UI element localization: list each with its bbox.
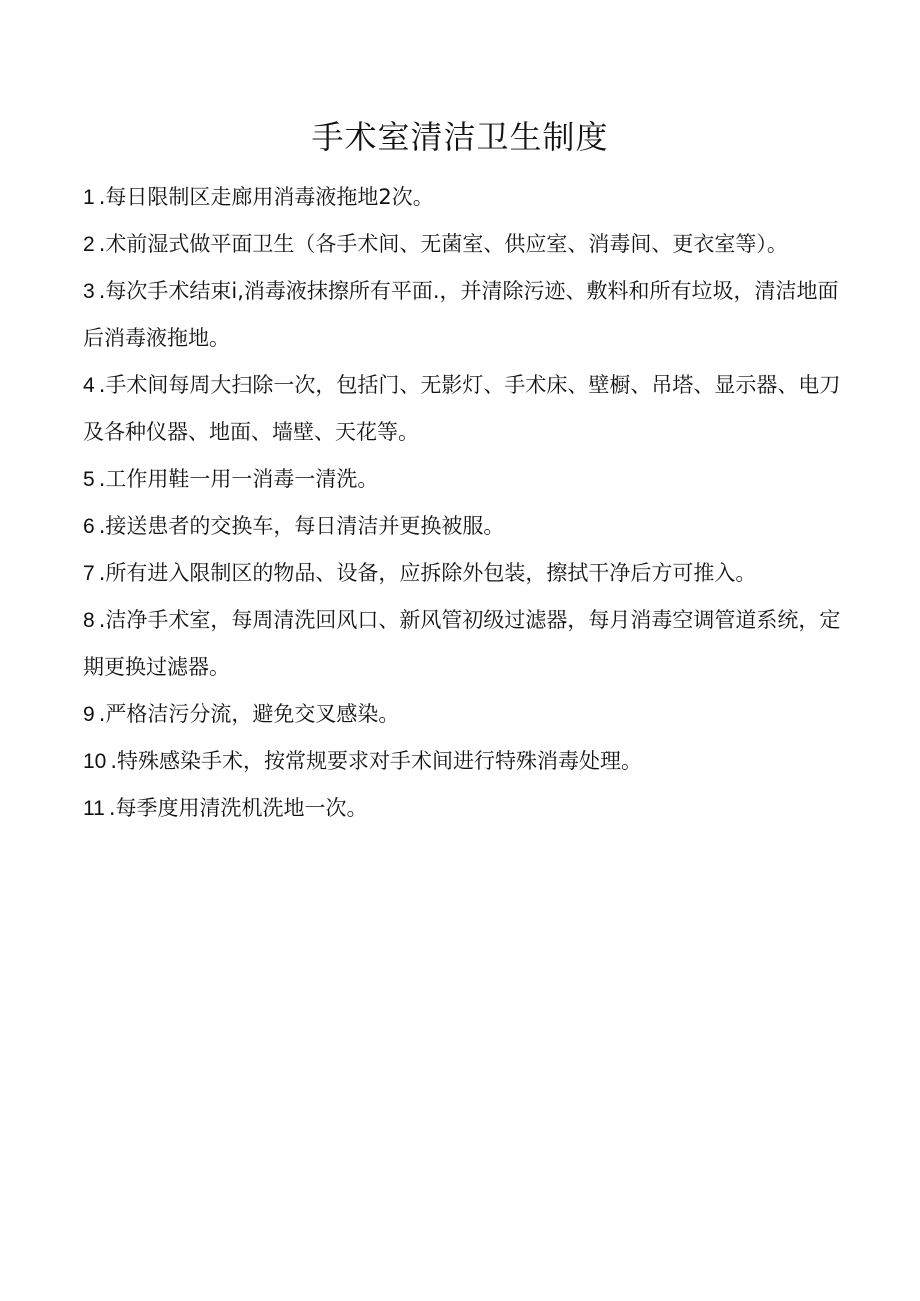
item-number: 1 bbox=[83, 186, 95, 209]
item-text: .每日限制区走廊用消毒液拖地2次。 bbox=[98, 185, 434, 209]
item-number: 11 bbox=[83, 797, 105, 820]
item-number: 8 bbox=[83, 609, 95, 632]
item-number: 7 bbox=[83, 562, 95, 585]
list-item bbox=[83, 362, 843, 456]
list-item bbox=[83, 268, 843, 362]
list-item bbox=[83, 738, 843, 785]
item-number: 6 bbox=[83, 515, 95, 538]
item-text: .工作用鞋一用一消毒一清洗。 bbox=[98, 467, 379, 491]
item-number: 9 bbox=[83, 703, 95, 726]
page-title: 手术室清洁卫生制度 bbox=[311, 118, 609, 156]
list-item bbox=[83, 785, 843, 832]
item-text: .所有进入限制区的物品、设备，应拆除外包装，擦拭干净后方可推入。 bbox=[98, 561, 757, 585]
item-text: .手术间每周大扫除一次，包括门、无影灯、手术床、壁橱、吊塔、显示器、电刀及各种仪器、地面、墙壁、天花等。 bbox=[83, 373, 841, 444]
rules-list bbox=[83, 174, 843, 832]
list-item bbox=[83, 550, 843, 597]
item-text: .特殊感染手术，按常规要求对手术间进行特殊消毒处理。 bbox=[110, 749, 643, 773]
item-text: .每季度用清洗机洗地一次。 bbox=[108, 796, 368, 820]
item-number: 4 bbox=[83, 374, 95, 397]
item-number: 3 bbox=[83, 280, 95, 303]
item-number: 2 bbox=[83, 233, 95, 256]
list-item bbox=[83, 691, 843, 738]
item-text: .严格洁污分流，避免交叉感染。 bbox=[98, 702, 400, 726]
list-item bbox=[83, 456, 843, 503]
item-text: .每次手术结束i,消毒液抹擦所有平面.，并清除污迹、敷料和所有垃圾，清洁地面后消毒液拖地。 bbox=[83, 279, 839, 350]
item-text: .术前湿式做平面卫生（各手术间、无菌室、供应室、消毒间、更衣室等）。 bbox=[98, 232, 788, 256]
item-text: .洁净手术室，每周清洗回风口、新风管初级过滤器，每月消毒空调管道系统，定期更换过滤器。 bbox=[83, 608, 841, 679]
item-text: .接送患者的交换车，每日清洁并更换被服。 bbox=[98, 514, 505, 538]
item-number: 10 bbox=[83, 750, 107, 773]
list-item bbox=[83, 174, 843, 221]
list-item bbox=[83, 503, 843, 550]
list-item bbox=[83, 597, 843, 691]
item-number: 5 bbox=[83, 468, 95, 491]
list-item bbox=[83, 221, 843, 268]
